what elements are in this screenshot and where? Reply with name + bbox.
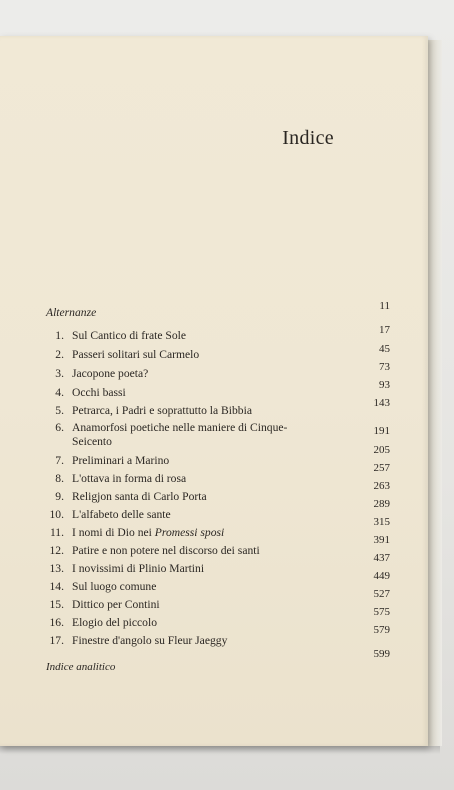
entry-number: 3. xyxy=(55,367,64,380)
entry-title: Finestre d'angolo su Fleur Jaeggy xyxy=(72,634,228,647)
entry-title: Dittico per Contini xyxy=(72,598,160,611)
entry-number: 1. xyxy=(55,329,64,342)
entry-page-number: 527 xyxy=(373,588,390,600)
entry-title: L'ottava in forma di rosa xyxy=(72,472,187,485)
entry-number: 17. xyxy=(49,634,64,647)
entry-title: Elogio del piccolo xyxy=(72,616,158,629)
entry-page-number: 437 xyxy=(373,552,390,564)
entry-number: 10. xyxy=(49,508,64,521)
entry-number: 12. xyxy=(49,544,64,557)
entry-number: 4. xyxy=(55,386,64,399)
entry-number: 14. xyxy=(49,580,64,593)
entry-title: I novissimi di Plinio Martini xyxy=(72,562,205,575)
back-page-number: 599 xyxy=(373,648,390,660)
entry-page-number: 257 xyxy=(373,462,390,474)
page-edge xyxy=(428,40,442,746)
back-label: Indice analitico xyxy=(46,661,116,673)
front-page-number: 11 xyxy=(379,300,390,312)
entry-number: 16. xyxy=(49,616,64,629)
entry-number: 7. xyxy=(55,454,64,467)
front-label: Alternanze xyxy=(46,306,97,319)
entry-number: 9. xyxy=(55,490,64,503)
entry-page-number: 579 xyxy=(373,624,390,636)
entry-title-italic: Promessi sposi xyxy=(154,526,225,539)
entry-title: Passeri solitari sul Carmelo xyxy=(72,348,200,361)
toc-back-row xyxy=(0,661,428,679)
entry-page-number: 449 xyxy=(373,570,390,582)
entry-page-number: 93 xyxy=(379,379,390,391)
entry-title: Patire e non potere nel discorso dei santi xyxy=(72,544,260,557)
entry-page-number: 575 xyxy=(373,606,390,618)
entry-page-number: 73 xyxy=(379,361,390,373)
entry-title: Preliminari a Marino xyxy=(72,454,170,467)
entry-page-number: 191 xyxy=(373,425,390,437)
entry-number: 6. xyxy=(55,421,64,434)
entry-title xyxy=(72,526,224,539)
entry-title-roman: I nomi di Dio nei xyxy=(72,526,152,539)
entry-title: Sul Cantico di frate Sole xyxy=(72,329,186,342)
page-shadow xyxy=(0,746,440,754)
page-title: Indice xyxy=(282,127,334,149)
entry-title: Occhi bassi xyxy=(72,386,126,399)
entry-page-number: 315 xyxy=(373,516,390,528)
entry-number: 2. xyxy=(55,348,64,361)
entry-page-number: 205 xyxy=(373,444,390,456)
entry-number: 8. xyxy=(55,472,64,485)
entry-page-number: 143 xyxy=(373,397,390,409)
entry-number: 5. xyxy=(55,404,64,417)
entry-number: 15. xyxy=(49,598,64,611)
entry-page-number: 263 xyxy=(373,480,390,492)
entry-page-number: 17 xyxy=(379,324,390,336)
entry-title: Jacopone poeta? xyxy=(72,367,149,380)
entry-page-number: 45 xyxy=(379,343,390,355)
entry-title: Anamorfosi poetiche nelle maniere di Cinque- xyxy=(72,421,288,434)
entry-title: L'alfabeto delle sante xyxy=(72,508,171,521)
entry-number: 13. xyxy=(49,562,64,575)
entry-title: Sul luogo comune xyxy=(72,580,157,593)
entry-title: Petrarca, i Padri e soprattutto la Bibbia xyxy=(72,404,252,417)
entry-page-number: 391 xyxy=(373,534,390,546)
entry-page-number: 289 xyxy=(373,498,390,510)
entry-number: 11. xyxy=(49,526,64,539)
entry-title: Religjon santa di Carlo Porta xyxy=(72,490,207,503)
entry-title-continuation: Seicento xyxy=(72,435,112,448)
